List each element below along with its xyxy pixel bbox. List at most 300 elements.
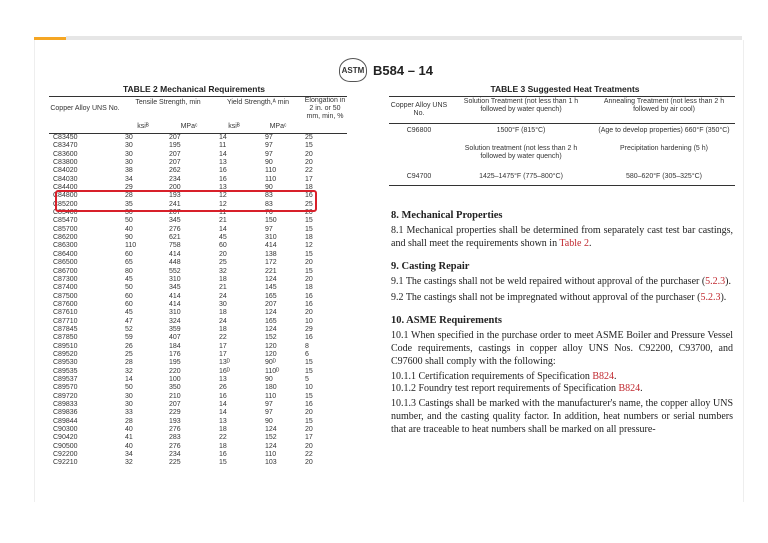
value-cell: 45 <box>125 309 133 317</box>
table3-col-solution: Solution Treatment (not less than 1 h followed by water quench) <box>463 98 579 113</box>
value-cell: 20 <box>305 150 313 158</box>
table-row <box>49 418 347 426</box>
para-9-2-end: ). <box>720 292 727 304</box>
alloy-cell: C85200 <box>53 200 78 208</box>
value-cell: 97 <box>265 401 273 408</box>
table2-col-alloy: Copper Alloy UNS No. <box>50 105 120 112</box>
value-cell: 25 <box>125 350 133 358</box>
value-cell: 11 <box>219 209 227 217</box>
value-cell: 97 <box>265 142 273 150</box>
value-cell: 195 <box>169 359 181 367</box>
value-cell: 120 <box>265 350 277 358</box>
alloy-cell: C87500 <box>53 292 78 300</box>
para-9-1-text: 9.1 The castings shall not be weld repaired without approval of the purchaser ( <box>391 275 706 287</box>
value-cell: 26 <box>219 384 227 392</box>
value-cell: 310 <box>169 309 181 317</box>
table-row <box>49 334 347 342</box>
value-cell: 165 <box>265 317 277 325</box>
para-10-1-2-text: 10.1.2 Foundry test report requirements of Specification <box>391 383 619 395</box>
value-cell: 15 <box>305 225 313 233</box>
value-cell: 18 <box>305 284 313 292</box>
value-cell: 345 <box>169 284 181 292</box>
value-cell: 50 <box>125 384 133 392</box>
value-cell: 200 <box>169 184 181 192</box>
value-cell: 97 <box>265 409 273 417</box>
value-cell: 207 <box>169 401 181 408</box>
value-cell: 193 <box>169 192 181 200</box>
value-cell: 184 <box>169 342 181 350</box>
table-row <box>49 301 347 309</box>
value-cell: 20 <box>305 275 313 283</box>
document-page <box>34 40 744 502</box>
para-10-1: 10.1 When specified in the purchase order to meet ASME Boiler and Pressure Vessel Code requirements, castings in copper alloy UNS Nos. C92200, C93700, and C97600 shall comply with the following: <box>391 330 733 367</box>
value-cell: 18 <box>219 309 227 317</box>
value-cell: 152 <box>265 334 277 342</box>
value-cell: 40 <box>125 225 133 233</box>
value-cell: 180 <box>265 384 277 392</box>
table-row <box>49 368 347 376</box>
value-cell: 193 <box>169 417 181 425</box>
section-8-heading: 8. Mechanical Properties <box>391 210 503 221</box>
value-cell: 621 <box>169 234 181 242</box>
alloy-cell: C87710 <box>53 317 78 325</box>
value-cell: 13 <box>219 417 227 425</box>
value-cell: 30 <box>125 142 133 150</box>
value-cell: 16 <box>305 300 313 308</box>
value-cell: 11 <box>219 142 227 150</box>
alloy-cell: C86300 <box>53 242 78 250</box>
value-cell: 50 <box>125 284 133 292</box>
value-cell: 28 <box>125 359 133 367</box>
table2-col-ksi2: ksiᴮ <box>228 123 240 130</box>
section-9-heading: 9. Casting Repair <box>391 260 470 272</box>
value-cell: 16 <box>219 167 227 175</box>
table-row <box>49 451 347 459</box>
table3-row2-solution: Solution treatment (not less than 2 h followed by water quench) <box>464 145 578 160</box>
value-cell: 97 <box>265 150 273 158</box>
value-cell: 124 <box>265 442 277 450</box>
value-cell: 276 <box>169 225 181 233</box>
value-cell: 34 <box>125 175 133 183</box>
value-cell: 14 <box>219 409 227 417</box>
value-cell: 15 <box>305 359 313 367</box>
alloy-cell: C84400 <box>53 184 78 192</box>
value-cell: 20 <box>305 209 313 217</box>
table3-row2-annealing: Precipitation hardening (5 h) <box>620 145 708 152</box>
alloy-cell: C86700 <box>53 267 78 275</box>
alloy-cell: C89510 <box>53 342 78 350</box>
para-10-1-2-end: . <box>640 383 643 395</box>
value-cell: 17 <box>305 175 313 183</box>
table3-row1-annealing: (Age to develop properties) 660°F (350°C) <box>598 127 730 134</box>
alloy-cell: C83470 <box>53 142 78 150</box>
value-cell: 18 <box>219 442 227 450</box>
value-cell: 24 <box>219 317 227 325</box>
alloy-cell: C83800 <box>53 159 78 167</box>
table3 <box>389 96 735 180</box>
value-cell: 310 <box>169 275 181 283</box>
alloy-cell: C89570 <box>53 384 78 392</box>
table3-col-alloy: Copper Alloy UNS No. <box>390 102 448 117</box>
value-cell: 12 <box>219 200 227 208</box>
value-cell: 28 <box>125 192 133 200</box>
value-cell: 38 <box>125 167 133 175</box>
value-cell: 221 <box>265 267 277 275</box>
value-cell: 83 <box>265 200 273 208</box>
value-cell: 16 <box>305 292 313 300</box>
table-row <box>49 459 347 467</box>
value-cell: 76 <box>265 209 273 217</box>
highlight-box <box>55 190 317 212</box>
value-cell: 345 <box>169 217 181 225</box>
value-cell: 234 <box>169 451 181 459</box>
value-cell: 207 <box>265 300 277 308</box>
document-header <box>339 58 433 82</box>
value-cell: 26 <box>125 342 133 350</box>
value-cell: 16ᴰ <box>219 367 230 375</box>
value-cell: 15 <box>305 217 313 225</box>
alloy-cell: C89530 <box>53 359 78 367</box>
value-cell: 13 <box>219 159 227 167</box>
table2-col-tensile: Tensile Strength, min <box>135 99 201 106</box>
para-9-2-text: 9.2 The castings shall not be impregnated without approval of the purchaser ( <box>391 292 701 304</box>
document-id: B584 – 14 <box>373 62 433 78</box>
alloy-cell: C89535 <box>53 367 78 375</box>
table2-title: TABLE 2 Mechanical Requirements <box>122 84 266 94</box>
alloy-cell: C86400 <box>53 250 78 258</box>
alloy-cell: C87850 <box>53 334 78 342</box>
value-cell: 414 <box>265 242 277 250</box>
value-cell: 414 <box>169 250 181 258</box>
value-cell: 90 <box>125 234 133 242</box>
value-cell: 97 <box>265 225 273 233</box>
value-cell: 17 <box>219 350 227 358</box>
b824-link[interactable]: B824 <box>592 370 614 382</box>
value-cell: 14 <box>219 225 227 233</box>
table3-bottom-rule <box>389 185 735 186</box>
table2-col-mpa1: MPaᶜ <box>180 123 198 130</box>
value-cell: 262 <box>169 167 181 175</box>
value-cell: 324 <box>169 317 181 325</box>
table-row <box>49 384 347 392</box>
value-cell: 10 <box>305 317 313 325</box>
value-cell: 97 <box>265 134 273 141</box>
table3-row3-annealing: 580–620°F (305–325°C) <box>625 173 703 180</box>
alloy-cell: C87300 <box>53 275 78 283</box>
value-cell: 207 <box>169 159 181 167</box>
section-5-2-3-link[interactable]: 5.2.3 <box>700 292 721 304</box>
value-cell: 45 <box>125 275 133 283</box>
value-cell: 90 <box>265 184 273 192</box>
toolbar-strip <box>0 0 768 40</box>
value-cell: 22 <box>219 434 227 442</box>
para-10-1-1-end: . <box>614 370 617 382</box>
value-cell: 110 <box>265 175 277 183</box>
value-cell: 65 <box>125 259 133 267</box>
value-cell: 172 <box>265 259 277 267</box>
table-row <box>49 343 347 351</box>
value-cell: 110 <box>265 167 277 175</box>
value-cell: 15 <box>305 367 313 375</box>
value-cell: 5 <box>305 375 309 383</box>
value-cell: 34 <box>125 451 133 459</box>
value-cell: 60 <box>125 250 133 258</box>
value-cell: 21 <box>219 284 227 292</box>
value-cell: 448 <box>169 259 181 267</box>
value-cell: 16 <box>305 334 313 342</box>
table-row <box>49 226 347 234</box>
value-cell: 80 <box>125 267 133 275</box>
value-cell: 13 <box>219 375 227 383</box>
para-9-1 <box>391 276 733 289</box>
alloy-cell: C92200 <box>53 451 78 459</box>
table-row <box>49 234 347 242</box>
value-cell: 60 <box>125 300 133 308</box>
table-row <box>49 359 347 367</box>
alloy-cell: C87400 <box>53 284 78 292</box>
table3-row1-alloy: C96800 <box>406 127 432 134</box>
table-row <box>49 242 347 250</box>
value-cell: 283 <box>169 434 181 442</box>
value-cell: 359 <box>169 325 181 333</box>
alloy-cell: C87610 <box>53 309 78 317</box>
value-cell: 110ᴰ <box>265 367 280 375</box>
value-cell: 90ᴰ <box>265 359 276 367</box>
para-8-1-end: . <box>588 237 592 249</box>
value-cell: 20 <box>305 259 313 267</box>
value-cell: 30 <box>125 159 133 167</box>
table2 <box>49 96 347 468</box>
alloy-cell: C89833 <box>53 401 78 408</box>
table-row <box>49 309 347 317</box>
alloy-cell: C89520 <box>53 350 78 358</box>
value-cell: 20 <box>219 250 227 258</box>
alloy-cell: C89720 <box>53 392 78 400</box>
table-row <box>49 426 347 434</box>
table3-col-annealing: Annealing Treatment (not less than 2 h followed by air cool) <box>603 98 725 113</box>
table2-body <box>49 134 347 468</box>
alloy-cell: C85700 <box>53 225 78 233</box>
value-cell: 407 <box>169 334 181 342</box>
para-9-1-end: ). <box>725 275 732 287</box>
value-cell: 15 <box>305 267 313 275</box>
table-row <box>49 159 347 167</box>
value-cell: 176 <box>169 350 181 358</box>
alloy-cell: C86200 <box>53 234 78 242</box>
value-cell: 50 <box>125 217 133 225</box>
table-row <box>49 401 347 409</box>
value-cell: 220 <box>169 367 181 375</box>
table-row <box>49 393 347 401</box>
value-cell: 18 <box>219 275 227 283</box>
table-row <box>49 142 347 150</box>
table-row <box>49 134 347 142</box>
value-cell: 414 <box>169 292 181 300</box>
value-cell: 207 <box>169 209 181 217</box>
table2-col-elongation: Elongation in 2 in. or 50 mm, min, % <box>304 97 346 120</box>
value-cell: 241 <box>169 200 181 208</box>
value-cell: 25 <box>219 259 227 267</box>
value-cell: 207 <box>169 150 181 158</box>
value-cell: 18 <box>305 184 313 192</box>
alloy-cell: C89836 <box>53 409 78 417</box>
value-cell: 16 <box>305 192 313 200</box>
alloy-cell: C86500 <box>53 259 78 267</box>
value-cell: 15 <box>305 392 313 400</box>
value-cell: 138 <box>265 250 277 258</box>
para-10-1-3: 10.1.3 Castings shall be marked with the manufacturer's name, the copper alloy UNS number, and the casting quality factor. In addition, heat numbers or serial numbers that are traceable to heat numbers shall be marked on all pressure- <box>391 398 733 435</box>
value-cell: 45 <box>219 234 227 242</box>
value-cell: 22 <box>219 334 227 342</box>
value-cell: 276 <box>169 442 181 450</box>
value-cell: 60 <box>125 292 133 300</box>
table-row <box>49 268 347 276</box>
value-cell: 14 <box>219 150 227 158</box>
value-cell: 13 <box>219 184 227 192</box>
value-cell: 60 <box>219 242 227 250</box>
table-row <box>49 259 347 267</box>
value-cell: 414 <box>169 300 181 308</box>
value-cell: 16 <box>305 401 313 408</box>
value-cell: 12 <box>219 192 227 200</box>
value-cell: 207 <box>169 134 181 141</box>
value-cell: 41 <box>125 434 133 442</box>
alloy-cell: C84020 <box>53 167 78 175</box>
value-cell: 110 <box>125 242 137 250</box>
table2-header <box>49 97 347 134</box>
b824-link[interactable]: B824 <box>618 383 641 395</box>
value-cell: 16 <box>219 175 227 183</box>
para-10-1-2 <box>391 383 733 396</box>
value-cell: 28 <box>125 417 133 425</box>
value-cell: 30 <box>219 300 227 308</box>
value-cell: 310 <box>265 234 277 242</box>
astm-logo-icon: ASTM <box>339 58 367 82</box>
value-cell: 165 <box>265 292 277 300</box>
value-cell: 210 <box>169 392 181 400</box>
value-cell: 150 <box>265 217 277 225</box>
value-cell: 90 <box>265 159 273 167</box>
value-cell: 20 <box>305 159 313 167</box>
alloy-cell: C83450 <box>53 134 78 141</box>
value-cell: 8 <box>305 342 309 350</box>
table3-header <box>389 97 735 124</box>
value-cell: 16 <box>219 392 227 400</box>
para-9-2 <box>391 292 733 305</box>
value-cell: 24 <box>219 292 227 300</box>
table-row <box>49 434 347 442</box>
value-cell: 15 <box>305 417 313 425</box>
value-cell: 40 <box>125 442 133 450</box>
value-cell: 35 <box>125 200 133 208</box>
value-cell: 20 <box>305 426 313 434</box>
value-cell: 52 <box>125 325 133 333</box>
value-cell: 152 <box>265 434 277 442</box>
value-cell: 32 <box>125 367 133 375</box>
value-cell: 33 <box>125 409 133 417</box>
value-cell: 20 <box>305 442 313 450</box>
value-cell: 276 <box>169 426 181 434</box>
table-row <box>49 251 347 259</box>
table2-link[interactable]: Table 2 <box>559 237 589 249</box>
table2-col-yield: Yield Strength,ᴬ min <box>226 99 290 106</box>
value-cell: 758 <box>169 242 181 250</box>
value-cell: 90 <box>265 375 273 383</box>
table-row <box>49 151 347 159</box>
table-row <box>49 217 347 225</box>
alloy-cell: C85470 <box>53 217 78 225</box>
alloy-cell: C87845 <box>53 325 78 333</box>
value-cell: 30 <box>125 134 133 141</box>
table3-row3-solution: 1425–1475°F (775–800°C) <box>479 173 563 180</box>
table-row <box>49 293 347 301</box>
alloy-cell: C89844 <box>53 417 78 425</box>
para-8-1 <box>391 225 733 251</box>
alloy-cell: C85400 <box>53 209 78 217</box>
table-row <box>49 167 347 175</box>
table3-row1-solution: 1500°F (815°C) <box>496 127 546 134</box>
value-cell: 90 <box>265 417 273 425</box>
value-cell: 10 <box>305 384 313 392</box>
alloy-cell: C84800 <box>53 192 78 200</box>
value-cell: 6 <box>305 350 309 358</box>
table-row <box>49 443 347 451</box>
value-cell: 14 <box>219 134 227 141</box>
value-cell: 145 <box>265 284 277 292</box>
value-cell: 124 <box>265 426 277 434</box>
value-cell: 59 <box>125 334 133 342</box>
table3-title: TABLE 3 Suggested Heat Treatments <box>490 84 640 94</box>
value-cell: 100 <box>169 375 181 383</box>
para-8-1-text: 8.1 Mechanical properties shall be determined from separately cast test bar castings, and shall meet the requirements shown in <box>391 225 733 249</box>
value-cell: 20 <box>305 309 313 317</box>
value-cell: 29 <box>125 184 133 192</box>
value-cell: 32 <box>219 267 227 275</box>
value-cell: 124 <box>265 309 277 317</box>
value-cell: 124 <box>265 275 277 283</box>
section-5-2-3-link[interactable]: 5.2.3 <box>705 275 726 287</box>
value-cell: 29 <box>305 325 313 333</box>
value-cell: 83 <box>265 192 273 200</box>
value-cell: 30 <box>125 150 133 158</box>
table2-col-ksi1: ksiᴮ <box>137 123 149 130</box>
alloy-cell: C90300 <box>53 426 78 434</box>
value-cell: 20 <box>305 409 313 417</box>
table-row <box>49 284 347 292</box>
value-cell: 18 <box>305 234 313 242</box>
value-cell: 120 <box>265 342 277 350</box>
value-cell: 14 <box>125 375 133 383</box>
value-cell: 15 <box>305 142 313 150</box>
value-cell: 229 <box>169 409 181 417</box>
value-cell: 195 <box>169 142 181 150</box>
value-cell: 110 <box>265 392 277 400</box>
value-cell: 22 <box>305 167 313 175</box>
table-row <box>49 318 347 326</box>
table-row <box>49 276 347 284</box>
value-cell: 32 <box>125 459 133 467</box>
alloy-cell: C87600 <box>53 300 78 308</box>
value-cell: 110 <box>265 451 277 459</box>
alloy-cell: C92210 <box>53 459 78 467</box>
value-cell: 40 <box>125 426 133 434</box>
alloy-cell: C90420 <box>53 434 78 442</box>
para-10-1-1-text: 10.1.1 Certification requirements of Specification <box>391 370 593 382</box>
value-cell: 47 <box>125 317 133 325</box>
value-cell: 25 <box>305 134 313 141</box>
value-cell: 103 <box>265 459 277 467</box>
alloy-cell: C84030 <box>53 175 78 183</box>
